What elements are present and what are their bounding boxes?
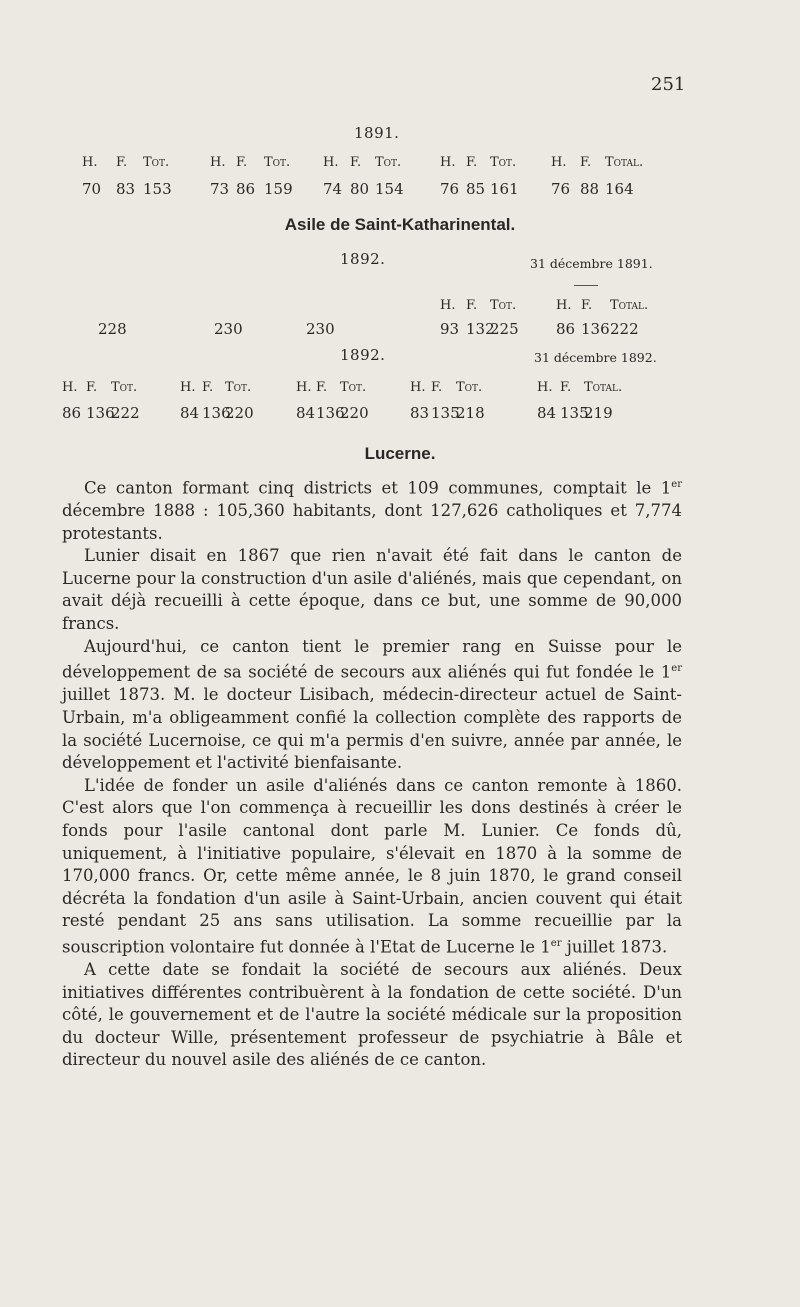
p3-text-b: juillet 1873. M. le docteur Lisibach, médecin-directeur actuel de Saint-Urbain, m'a obligeamment confié la collection complète des rapports de la société Lucernoise, ce qui m'a permis d'en suivre, année par année, le développement et l'activité bienfaisante.: [62, 685, 682, 773]
table-cell: 135: [431, 404, 460, 422]
column-header: H.: [537, 380, 553, 395]
paragraph-4: [62, 775, 682, 959]
lucerne-heading: Lucerne.: [364, 444, 436, 463]
paragraph-1: [62, 474, 682, 545]
paragraph-5: A cette date se fondait la société de secours aux aliénés. Deux initiatives différentes contribuèrent à la fondation de cette société. D'un côté, le gouvernement et de l'autre la société médicale sur la proposition du docteur Wille, présentement professeur de psychiatrie à Bâle et directeur du nouvel asile des aliénés de ce canton.: [62, 959, 682, 1070]
column-header: F.: [581, 298, 593, 313]
column-header: F.: [466, 155, 478, 170]
table-rule: [574, 285, 598, 286]
table-cell: 76: [551, 180, 571, 198]
table-cell: 132: [466, 320, 495, 338]
column-header: F.: [560, 380, 572, 395]
year-1891-label: 1891.: [354, 124, 400, 142]
page-number: 251: [651, 74, 686, 95]
column-header: H.: [210, 155, 226, 170]
column-header: Tot.: [264, 155, 291, 170]
p1-text-b: décembre 1888 : 105,360 habitants, dont 127,626 catholiques et 7,774 protestants.: [62, 501, 682, 543]
lucerne-body: [62, 474, 682, 1072]
paragraph-3: [62, 636, 682, 775]
column-header: Tot.: [111, 380, 138, 395]
column-header: F.: [580, 155, 592, 170]
table-cell: 85: [466, 180, 486, 198]
table-cell: 136: [581, 320, 610, 338]
column-header: Total.: [610, 298, 649, 313]
column-header: Tot.: [490, 298, 517, 313]
column-header: F.: [202, 380, 214, 395]
table-cell: 84: [296, 404, 316, 422]
column-header: Total.: [605, 155, 644, 170]
date-1892-label: 31 décembre 1892.: [534, 350, 657, 365]
column-header: H.: [62, 380, 78, 395]
p3-sup: er: [671, 663, 682, 675]
column-header: F.: [466, 298, 478, 313]
column-header: H.: [180, 380, 196, 395]
table-cell: 73: [210, 180, 230, 198]
table-cell: 164: [605, 180, 634, 198]
column-header: Tot.: [143, 155, 170, 170]
column-header: Total.: [584, 380, 623, 395]
column-header: F.: [350, 155, 362, 170]
table-cell: 228: [98, 320, 127, 338]
column-header: F.: [431, 380, 443, 395]
table-cell: 88: [580, 180, 600, 198]
table-cell: 220: [225, 404, 254, 422]
table-cell: 230: [214, 320, 243, 338]
column-header: H.: [82, 155, 98, 170]
table-cell: 80: [350, 180, 370, 198]
column-header: Tot.: [375, 155, 402, 170]
table-cell: 136: [316, 404, 345, 422]
column-header: H.: [296, 380, 312, 395]
p1-text-a: Ce canton formant cinq districts et 109 communes, comptait le 1: [84, 478, 672, 498]
table-cell: 153: [143, 180, 172, 198]
table-cell: 83: [116, 180, 136, 198]
table-cell: 225: [490, 320, 519, 338]
column-header: Tot.: [456, 380, 483, 395]
p1-sup: er: [671, 479, 682, 490]
p3-text-a: Aujourd'hui, ce canton tient le premier rang en Suisse pour le développement de sa société de secours aux aliénés qui fut fondée le 1: [62, 636, 682, 682]
p4-text-a: L'idée de fonder un asile d'aliénés dans ce canton remonte à 1860. C'est alors que l'on commença à recueillir les dons destinés à créer le fonds pour l'asile cantonal dont parle M. Lunier. Ce fonds dû, uniquement, à l'initiative populaire, s'élevait en 1870 à la somme de 170,000 francs. Or, cette même année, le 8 juin 1870, le grand conseil décréta la fondation d'un asile à Saint-Urbain, ancien couvent qui était resté pendant 25 ans sans utilisation. La somme recueillie par la souscription volontaire fut donnée à l'Etat de Lucerne le 1: [62, 775, 682, 957]
table-cell: 76: [440, 180, 460, 198]
table-cell: 86: [62, 404, 82, 422]
paragraph-2: Lunier disait en 1867 que rien n'avait été fait dans le canton de Lucerne pour la construction d'un asile d'aliénés, mais que cependant, on avait déjà recueilli à cette époque, dans ce but, une somme de 90,000 francs.: [62, 546, 682, 634]
table-cell: 74: [323, 180, 343, 198]
column-header: H.: [551, 155, 567, 170]
column-header: F.: [86, 380, 98, 395]
table-cell: 219: [584, 404, 613, 422]
column-header: H.: [440, 298, 456, 313]
table-cell: 136: [202, 404, 231, 422]
column-header: H.: [410, 380, 426, 395]
table-cell: 161: [490, 180, 519, 198]
table-cell: 70: [82, 180, 102, 198]
table-cell: 135: [560, 404, 589, 422]
table-cell: 93: [440, 320, 460, 338]
table-cell: 154: [375, 180, 404, 198]
asile-heading: Asile de Saint-Katharinental.: [284, 215, 516, 234]
table-cell: 222: [610, 320, 639, 338]
column-header: F.: [236, 155, 248, 170]
table-cell: 218: [456, 404, 485, 422]
p4-sup: er: [550, 937, 562, 949]
column-header: H.: [556, 298, 572, 313]
column-header: H.: [323, 155, 339, 170]
table-cell: 86: [236, 180, 256, 198]
table-cell: 159: [264, 180, 293, 198]
column-header: Tot.: [225, 380, 252, 395]
table-cell: 220: [340, 404, 369, 422]
table-cell: 222: [111, 404, 140, 422]
year-1892-label-a: 1892.: [340, 250, 386, 268]
column-header: H.: [440, 155, 456, 170]
date-1891-label: 31 décembre 1891.: [530, 256, 653, 271]
year-1892-label-b: 1892.: [340, 346, 386, 364]
table-cell: 136: [86, 404, 115, 422]
table-cell: 83: [410, 404, 430, 422]
table-cell: 84: [180, 404, 200, 422]
column-header: F.: [316, 380, 328, 395]
table-cell: 230: [306, 320, 335, 338]
p4-text-b: juillet 1873.: [561, 937, 668, 957]
column-header: Tot.: [490, 155, 517, 170]
column-header: F.: [116, 155, 128, 170]
table-cell: 86: [556, 320, 576, 338]
table-cell: 84: [537, 404, 557, 422]
column-header: Tot.: [340, 380, 367, 395]
